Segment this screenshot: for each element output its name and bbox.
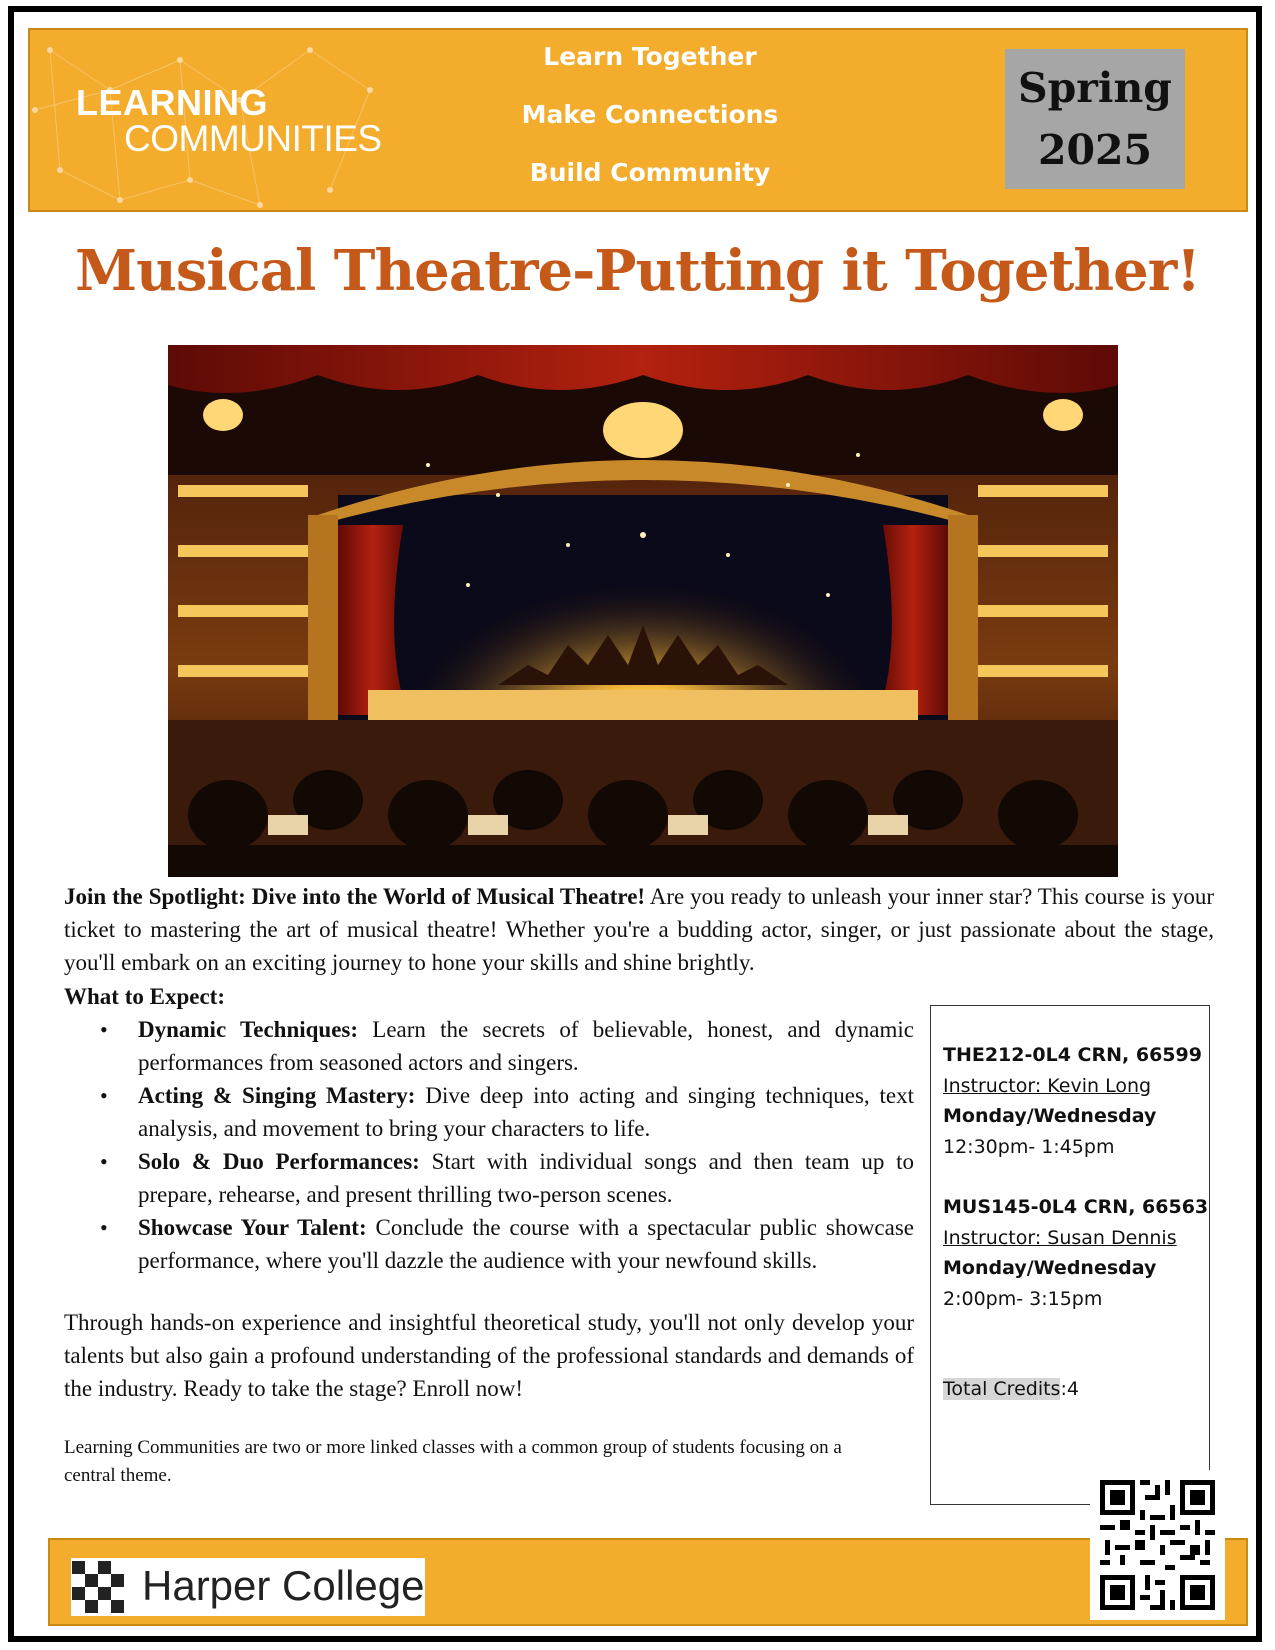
qr-code-icon: [1090, 1470, 1225, 1620]
intro-text: Are you ready to unleash your inner star? This course is your ticket to mastering the art of musical theatre! Whether you're a budding actor, singer, or just passionate about the stage, you'll embark on an exciting journey to hone your skills and shine brightly.: [64, 884, 1214, 975]
expect-list: [64, 1013, 914, 1277]
item-label: Dynamic Techniques:: [138, 1017, 359, 1042]
item-text: Dive deep into acting and singing techniques, text analysis, and movement to bring your characters to life.: [138, 1083, 915, 1141]
season-year: 2025: [1037, 126, 1153, 174]
harper-college-name: Harper College: [142, 1562, 425, 1609]
item-label: Showcase Your Talent:: [138, 1215, 367, 1240]
tagline-learn: Learn Together: [543, 42, 757, 71]
page-title: Musical Theatre-Putting it Together!: [75, 238, 1200, 304]
credits-label: Total Credits: [943, 1378, 1061, 1400]
learning-communities-note: Learning Communities are two or more linked classes with a common group of students focusing on a central theme.: [64, 1437, 842, 1486]
course-days: Monday/Wednesday: [943, 1105, 1157, 1127]
header-banner: [28, 28, 1248, 212]
closing-paragraph: Through hands-on experience and insightful theoretical study, you'll not only develop your talents but also gain a profound understanding of the professional standards and demands of the industry. Ready to take the stage? Enroll now!: [64, 1310, 914, 1401]
intro-paragraph: [64, 880, 1214, 979]
course-instructor: Instructor: Susan Dennis: [943, 1226, 1177, 1249]
course-code: THE212-0L4 CRN, 66599: [943, 1044, 1202, 1066]
total-credits: [943, 1374, 1209, 1405]
logo-learning: LEARNING: [76, 82, 268, 123]
theater-stage-image: [168, 345, 1118, 877]
qr-code-box: [1090, 1470, 1225, 1620]
item-text: Learn the secrets of believable, honest, and dynamic performances from seasoned actors and singers.: [138, 1017, 915, 1075]
credits-value: :4: [1060, 1378, 1079, 1400]
tagline-build: Build Community: [529, 158, 771, 187]
spacer: [943, 1314, 1209, 1374]
list-item: [138, 1145, 914, 1211]
season-label: Spring: [1018, 64, 1172, 112]
tagline-connect: Make Connections: [521, 100, 779, 129]
spacer: [943, 1162, 1209, 1192]
item-label: Acting & Singing Mastery:: [138, 1083, 416, 1108]
expect-heading: What to Expect:: [64, 984, 225, 1009]
course-instructor: Instructor: Kevin Long: [943, 1074, 1152, 1097]
logo-communities: COMMUNITIES: [124, 118, 382, 159]
list-item: [138, 1079, 914, 1145]
course-info-box: [930, 1005, 1210, 1505]
course-days: Monday/Wednesday: [943, 1257, 1157, 1279]
item-text: Start with individual songs and then team up to prepare, rehearse, and present thrilling two-person scenes.: [138, 1149, 914, 1207]
list-item: [138, 1211, 914, 1277]
list-item: [138, 1013, 914, 1079]
course-time: 12:30pm- 1:45pm: [943, 1135, 1115, 1158]
intro-lead: Join the Spotlight: Dive into the World of Musical Theatre!: [64, 884, 646, 909]
course-code: MUS145-0L4 CRN, 66563: [943, 1196, 1209, 1218]
item-label: Solo & Duo Performances:: [138, 1149, 420, 1174]
season-box: [1005, 49, 1185, 189]
harper-logo-icon: [72, 1561, 124, 1613]
course-time: 2:00pm- 3:15pm: [943, 1287, 1103, 1310]
item-text: Conclude the course with a spectacular public showcase performance, where you'll dazzle the audience with your newfound skills.: [138, 1215, 915, 1273]
